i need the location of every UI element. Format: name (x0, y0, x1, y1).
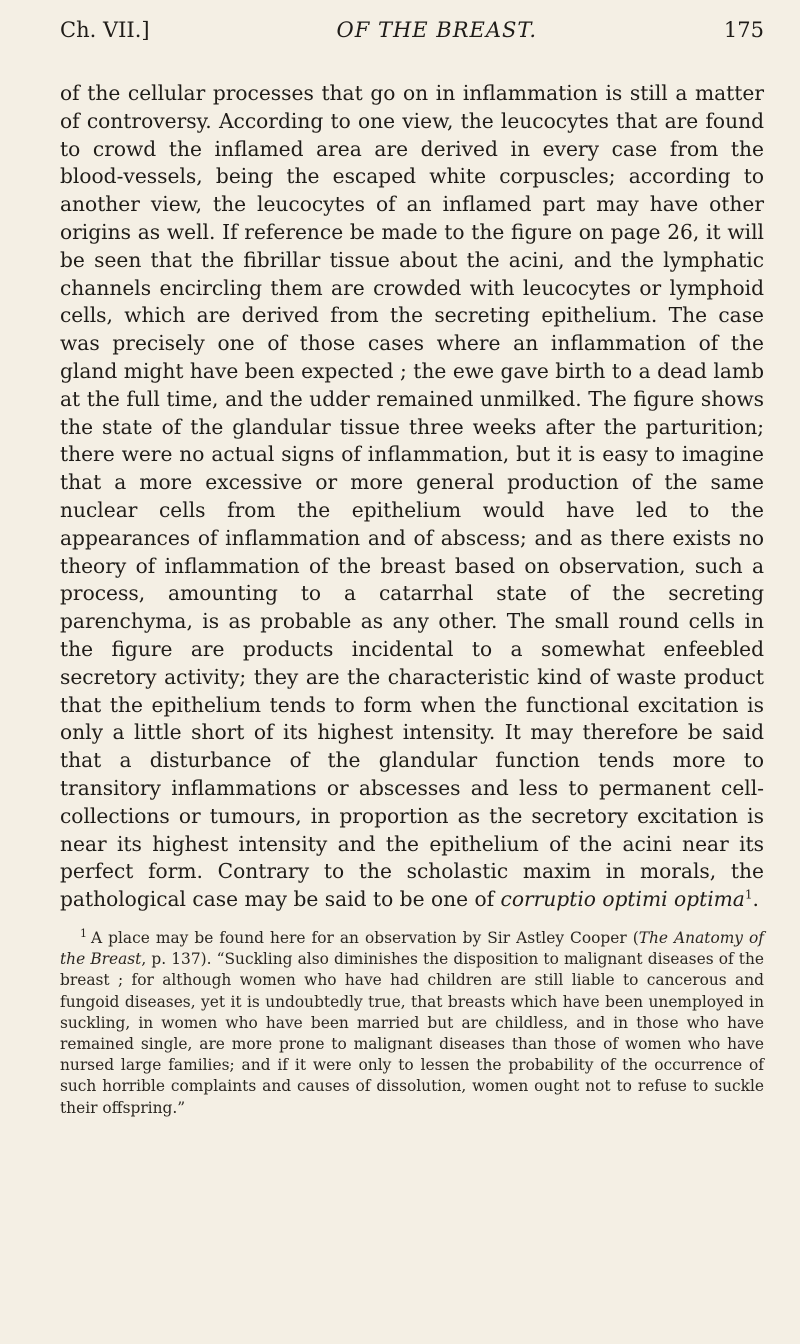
latin-maxim: corruptio optimi optima (500, 887, 745, 912)
running-head (60, 18, 764, 58)
footnote-text-start: A place may be found here for an observation by Sir Astley Cooper ( (91, 928, 639, 947)
chapter-label: Ch. VII.] (60, 18, 150, 42)
footnote-reference[interactable]: 1 (744, 887, 753, 902)
book-page (60, 18, 764, 1119)
body-paragraph (60, 80, 764, 914)
cited-book-title: The Anatomy of the Breast (60, 928, 764, 969)
page-number: 175 (723, 18, 764, 42)
body-text-main: of the cellular processes that go on in inflammation is still a matter of controversy. According to one view, the leucocytes that are found to crowd the inflamed area are derived in every case from the blood-vessels, being the escaped white corpuscles; according to another view, the leucocytes of an inflamed part may have other origins as well. If reference be made to the figure on page 26, it will be seen that the fibrillar tissue about the acini, and the lymphatic channels encircling them are crowded with leucocytes or lymphoid cells, which are derived from the secreting epithelium. The case was precisely one of those cases where an inflammation of the gland might have been expected ; the ewe gave birth to a dead lamb at the full time, and the udder remained unmilked. The figure shows the state of the glandular tissue three weeks after the parturition; there were no actual signs of inflammation, but it is easy to imagine that a more excessive or more general production of the same nuclear cells from the epithelium would have led to the appearances of inflammation and of abscess; and as there exists no theory of inflammation of the breast based on observation, such a process, amounting to a catarrhal state of the secreting parenchyma, is as probable as any other. The small round cells in the figure are products incidental to a somewhat enfeebled secretory activity; they are the characteristic kind of waste product that the epithelium tends to form when the functional excitation is only a little short of its highest intensity. It may therefore be said that a disturbance of the glandular function tends more to transitory inflammations or abscesses and less to permanent cell-collections or tumours, in proportion as the secretory excitation is near its highest intensity and the epithelium of the acini near its perfect form. Contrary to the scholastic maxim in morals, the pathological case may be said to be one of (60, 81, 764, 912)
footnote (60, 928, 764, 1119)
footnote-mark: 1 (80, 926, 87, 940)
footnote-text-end: , p. 137). “Suckling also diminishes the disposition to malignant diseases of the breast ; for although women who have had children are still liable to cancerous and fungoid diseases, yet it is undoubtedly true, that breasts which have been unemployed in suckling, in women who have been married but are childless, and in those who have remained single, are more prone to malignant diseases than those of women who have nursed large families; and if it were only to lessen the probability of the occurrence of such horrible complaints and causes of dissolution, women ought not to refuse to suckle their offspring.” (60, 950, 764, 1117)
running-title: OF THE BREAST. (336, 18, 537, 42)
body-closing: . (752, 887, 759, 912)
